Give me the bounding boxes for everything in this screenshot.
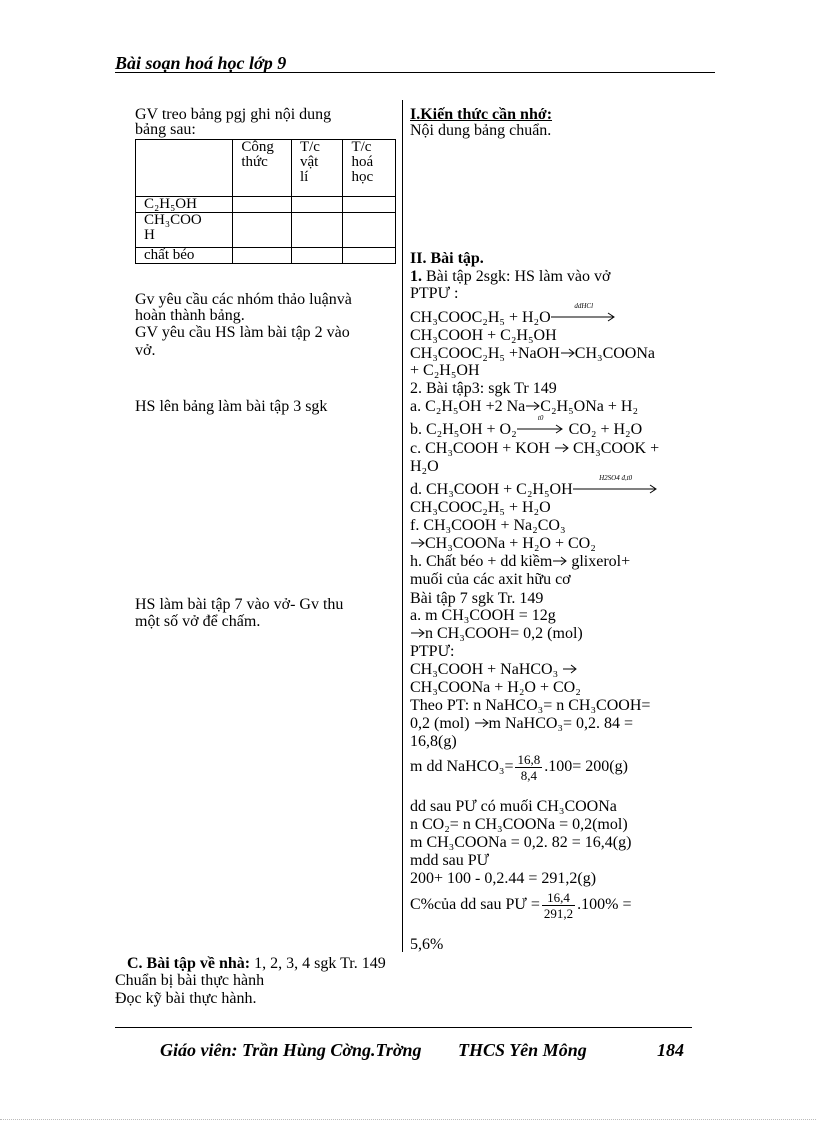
exercise-7-mol: n CH₃COOH= 0,2 (mol)	[410, 625, 583, 643]
reaction-f-cont: CH₃COONa + H₂O + CO₂	[410, 535, 596, 553]
section-2-title: II. Bài tập.	[410, 250, 484, 267]
left-paragraph: hoàn thành bảng.	[135, 307, 245, 324]
calc-line-8: 200+ 100 - 0,2.44 = 291,2(g)	[410, 870, 597, 887]
reaction-f: f. CH₃COOH + Na₂CO₃	[410, 517, 566, 534]
left-paragraph: Gv yêu cầu các nhóm thảo luậnvà	[135, 291, 352, 308]
calc-line-4: dd sau PƯ có muối CH₃COONa	[410, 798, 617, 815]
table-row	[136, 197, 396, 213]
implies-arrow-icon	[474, 718, 489, 728]
reaction-arrow-icon: ddHCl	[551, 312, 617, 322]
equation-saponification: CH₃COOC₂H₅ +NaOH CH₃COONa	[410, 345, 656, 362]
calc-line-6: m CH₃COONa = 0,2. 82 = 16,4(g)	[410, 834, 632, 851]
section-1-text: Nội dung bảng chuẩn.	[410, 122, 552, 139]
reaction-arrow-icon	[525, 401, 540, 411]
reaction-c-cont: H₂O	[410, 458, 439, 475]
left-paragraph: vở.	[135, 342, 156, 359]
reaction-b: b. C₂H₅OH + O₂ t0 CO₂ + H₂O	[410, 414, 643, 438]
equation-saponification-cont: + C₂H₅OH	[410, 362, 480, 379]
table-header-chemical: T/c hoá học	[343, 140, 396, 197]
table-header-row	[136, 140, 396, 197]
footer-school: THCS Yên Mông	[458, 1040, 587, 1060]
table-cell-ethanol: C₂H₅OH	[136, 197, 233, 213]
reaction-d: d. CH₃COOH + C₂H₅OH H2SO4 đ,t0	[410, 481, 659, 499]
page-number: 184	[657, 1040, 684, 1060]
left-paragraph: HS lên bảng làm bài tập 3 sgk	[135, 398, 328, 415]
table-header-formula: Công thức	[233, 140, 292, 197]
calc-mass-solution: m dd NaHCO₃= $\frac{16,8}{8,4}$ .100= 200(g)	[410, 752, 628, 783]
reaction-a: a. C₂H₅OH +2 Na C₂H₅ONa + H₂	[410, 398, 639, 415]
section-1-title: I.Kiến thức cần nhớ:	[410, 106, 553, 123]
homework-read: Đọc kỹ bài thực hành.	[115, 990, 257, 1007]
exercise-1: 1. Bài tập 2sgk: HS làm vào vở	[410, 268, 611, 285]
equation-hydrolysis-products: CH₃COOH + C₂H₅OH	[410, 327, 557, 344]
exercise-7-a: a. m CH₃COOH = 12g	[410, 607, 556, 624]
reaction-arrow-icon	[552, 556, 567, 566]
exercise-7: Bài tập 7 sgk Tr. 149	[410, 590, 544, 607]
table-cell-fat: chất béo	[136, 248, 233, 264]
implies-arrow-icon	[410, 628, 425, 638]
reaction-h: h. Chất béo + dd kiềm glixerol+	[410, 553, 631, 570]
left-paragraph: GV yêu cầu HS làm bài tập 2 vào	[135, 324, 350, 341]
reaction-h-cont: muối của các axit hữu cơ	[410, 571, 571, 588]
reaction-arrow-icon	[554, 443, 569, 453]
exercise-2: 2. Bài tập3: sgk Tr 149	[410, 380, 557, 397]
calc-line-2: 0,2 (mol) m NaHCO₃= 0,2. 84 =	[410, 715, 634, 732]
intro-line-1: GV treo bảng pgj ghi nội dung	[135, 106, 332, 123]
calc-result: 5,6%	[410, 936, 444, 953]
fraction: $\frac{16,8}{8,4}$	[517, 752, 541, 783]
header-rule	[115, 72, 715, 73]
calc-line-3: 16,8(g)	[410, 733, 457, 750]
equation-bicarbonate-products: CH₃COONa + H₂O + CO₂	[410, 679, 581, 696]
table-row	[136, 213, 396, 248]
reaction-arrow-icon	[560, 348, 575, 358]
page-edge	[0, 1119, 816, 1120]
fraction: $\frac{16,4}{291,2}$	[543, 890, 574, 921]
reaction-arrow-icon	[410, 538, 425, 548]
page-header: Bài soạn hoá học lớp 9	[115, 53, 287, 73]
reaction-arrow-icon	[562, 664, 577, 674]
reaction-d-cont: CH₃COOC₂H₅ + H₂O	[410, 499, 551, 516]
table-cell-acetic-acid: CH₃COO H	[136, 213, 233, 248]
reaction-c: c. CH₃COOH + KOH CH₃COOK +	[410, 440, 660, 457]
table-header-physical: T/c vật lí	[291, 140, 343, 197]
reaction-arrow-icon: H2SO4 đ,t0	[573, 484, 659, 494]
ptpu-label-2: PTPƯ:	[410, 643, 455, 660]
column-divider	[402, 100, 403, 952]
table-row	[136, 248, 396, 264]
equation-hydrolysis: CH₃COOC₂H₅ + H₂O ddHCl	[410, 309, 617, 327]
calc-line-7: mdd sau PƯ	[410, 852, 490, 869]
calc-concentration: C%của dd sau PƯ = $\frac{16,4}{291,2}$ .100% =	[410, 890, 632, 921]
footer-rule	[115, 1027, 692, 1028]
knowledge-table	[135, 139, 396, 264]
left-paragraph: HS làm bài tập 7 vào vở- Gv thu	[135, 596, 344, 613]
footer-teacher: Giáo viên: Trần Hùng Cờng.Trờng	[160, 1040, 422, 1060]
reaction-arrow-icon: t0	[517, 424, 565, 434]
ptpu-label: PTPƯ :	[410, 285, 459, 302]
homework-prepare: Chuẩn bị bài thực hành	[115, 972, 265, 989]
table-header-empty	[136, 140, 233, 197]
equation-bicarbonate: CH₃COOH + NaHCO₃	[410, 661, 577, 679]
intro-line-2: bảng sau:	[135, 121, 196, 138]
homework-line: C. Bài tập về nhà: 1, 2, 3, 4 sgk Tr. 149	[127, 955, 386, 972]
left-paragraph: một số vở để chấm.	[135, 613, 261, 630]
calc-line-5: n CO₂= n CH₃COONa = 0,2(mol)	[410, 816, 628, 833]
calc-line-1: Theo PT: n NaHCO₃= n CH₃COOH=	[410, 697, 651, 714]
